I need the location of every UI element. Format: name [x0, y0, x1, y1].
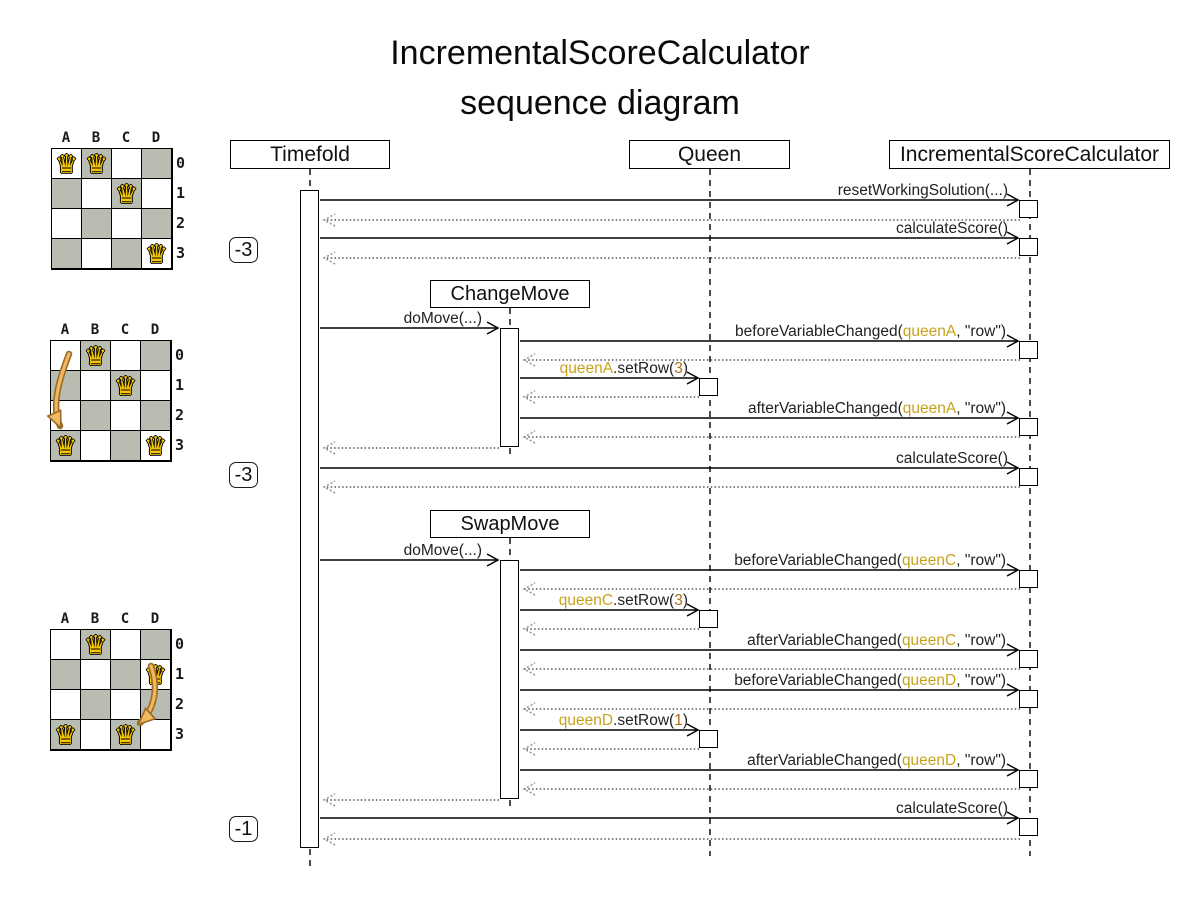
diagram-title-line2: sequence diagram — [460, 84, 740, 122]
board-col-label: C — [121, 130, 131, 146]
label-segment: calculateScore() — [896, 800, 1008, 817]
label-segment: , "row") — [956, 752, 1006, 769]
board-row-label: 3 — [175, 725, 185, 743]
label-segment: beforeVariableChanged( — [734, 552, 902, 569]
diagram-title-line1: IncrementalScoreCalculator — [390, 34, 810, 72]
participant-changemove-label: ChangeMove — [450, 282, 570, 305]
label-segment: , "row") — [956, 672, 1006, 689]
queen-piece-icon: ♛ — [53, 430, 78, 461]
participant-queen-label: Queen — [677, 142, 742, 166]
queen-piece-icon: ♛ — [84, 148, 109, 179]
board-col-label: A — [60, 611, 70, 627]
label-segment: beforeVariableChanged( — [735, 323, 903, 340]
label-segment: afterVariableChanged( — [747, 752, 902, 769]
label-segment: , "row") — [956, 632, 1006, 649]
board-col-label: D — [150, 611, 160, 627]
label-segment: afterVariableChanged( — [747, 400, 903, 417]
label-segment: queenA — [902, 400, 957, 417]
queen-piece-icon: ♛ — [144, 238, 169, 269]
label-segment: .setRow( — [613, 360, 675, 377]
score-badge-1-label: -3 — [234, 238, 253, 261]
label-segment: calculateScore() — [896, 220, 1008, 237]
label-segment: beforeVariableChanged( — [734, 672, 902, 689]
label-segment: ) — [682, 360, 688, 377]
board-col-label: D — [151, 130, 161, 146]
label-segment: calculateScore() — [896, 450, 1008, 467]
label-segment: , "row") — [956, 323, 1006, 340]
board-col-label: C — [120, 611, 130, 627]
label-segment: queenC — [901, 632, 957, 649]
label-segment: queenA — [902, 323, 957, 340]
board-row-label: 1 — [175, 665, 185, 683]
score-badge-3-label: -1 — [234, 817, 253, 840]
queen-piece-icon: ♛ — [143, 430, 168, 461]
board-row-label: 2 — [175, 406, 185, 424]
queen-piece-icon: ♛ — [83, 629, 108, 660]
board-row-label: 2 — [175, 695, 185, 713]
score-badge-2-label: -3 — [234, 463, 253, 486]
queen-piece-icon: ♛ — [83, 340, 108, 371]
participant-timefold-label: Timefold — [270, 142, 350, 166]
label-segment: ) — [682, 592, 688, 609]
board-row-label: 3 — [175, 436, 185, 454]
board-row-label: 0 — [175, 346, 185, 364]
label-segment: queenD — [901, 672, 957, 689]
board-row-label: 1 — [176, 184, 186, 202]
label-segment: doMove(...) — [403, 542, 482, 559]
board-row-label: 1 — [175, 376, 185, 394]
queen-piece-icon: ♛ — [54, 148, 79, 179]
board-row-label: 2 — [176, 214, 186, 232]
queen-piece-icon: ♛ — [114, 178, 139, 209]
board-col-label: B — [90, 322, 100, 338]
board-col-label: A — [61, 130, 71, 146]
board-col-label: A — [60, 322, 70, 338]
board-row-label: 3 — [176, 244, 186, 262]
label-segment: ) — [682, 712, 688, 729]
board-row-label: 0 — [176, 154, 186, 172]
queen-piece-icon: ♛ — [113, 370, 138, 401]
participant-incrementalscorecalculator-label: IncrementalScoreCalculator — [899, 142, 1160, 166]
label-segment: queenC — [901, 552, 957, 569]
label-segment: , "row") — [956, 552, 1006, 569]
label-segment: queenC — [558, 592, 614, 609]
board-col-label: B — [90, 611, 100, 627]
label-segment: queenA — [559, 360, 614, 377]
label-segment: queenD — [901, 752, 957, 769]
label-segment: resetWorkingSolution(...) — [837, 182, 1008, 199]
board-col-label: B — [91, 130, 101, 146]
label-segment: 3 — [674, 360, 683, 377]
label-segment: doMove(...) — [403, 310, 482, 327]
board-col-label: C — [120, 322, 130, 338]
label-segment: afterVariableChanged( — [747, 632, 902, 649]
label-segment: queenD — [558, 712, 614, 729]
label-segment: .setRow( — [613, 592, 675, 609]
board-col-label: D — [150, 322, 160, 338]
queen-piece-icon: ♛ — [53, 719, 78, 750]
label-segment: 3 — [674, 592, 683, 609]
queen-piece-icon: ♛ — [113, 719, 138, 750]
label-segment: .setRow( — [613, 712, 675, 729]
board-row-label: 0 — [175, 635, 185, 653]
label-segment: 1 — [674, 712, 683, 729]
label-segment: , "row") — [956, 400, 1006, 417]
queen-piece-icon: ♛ — [143, 659, 168, 690]
participant-swapmove-label: SwapMove — [460, 512, 560, 535]
